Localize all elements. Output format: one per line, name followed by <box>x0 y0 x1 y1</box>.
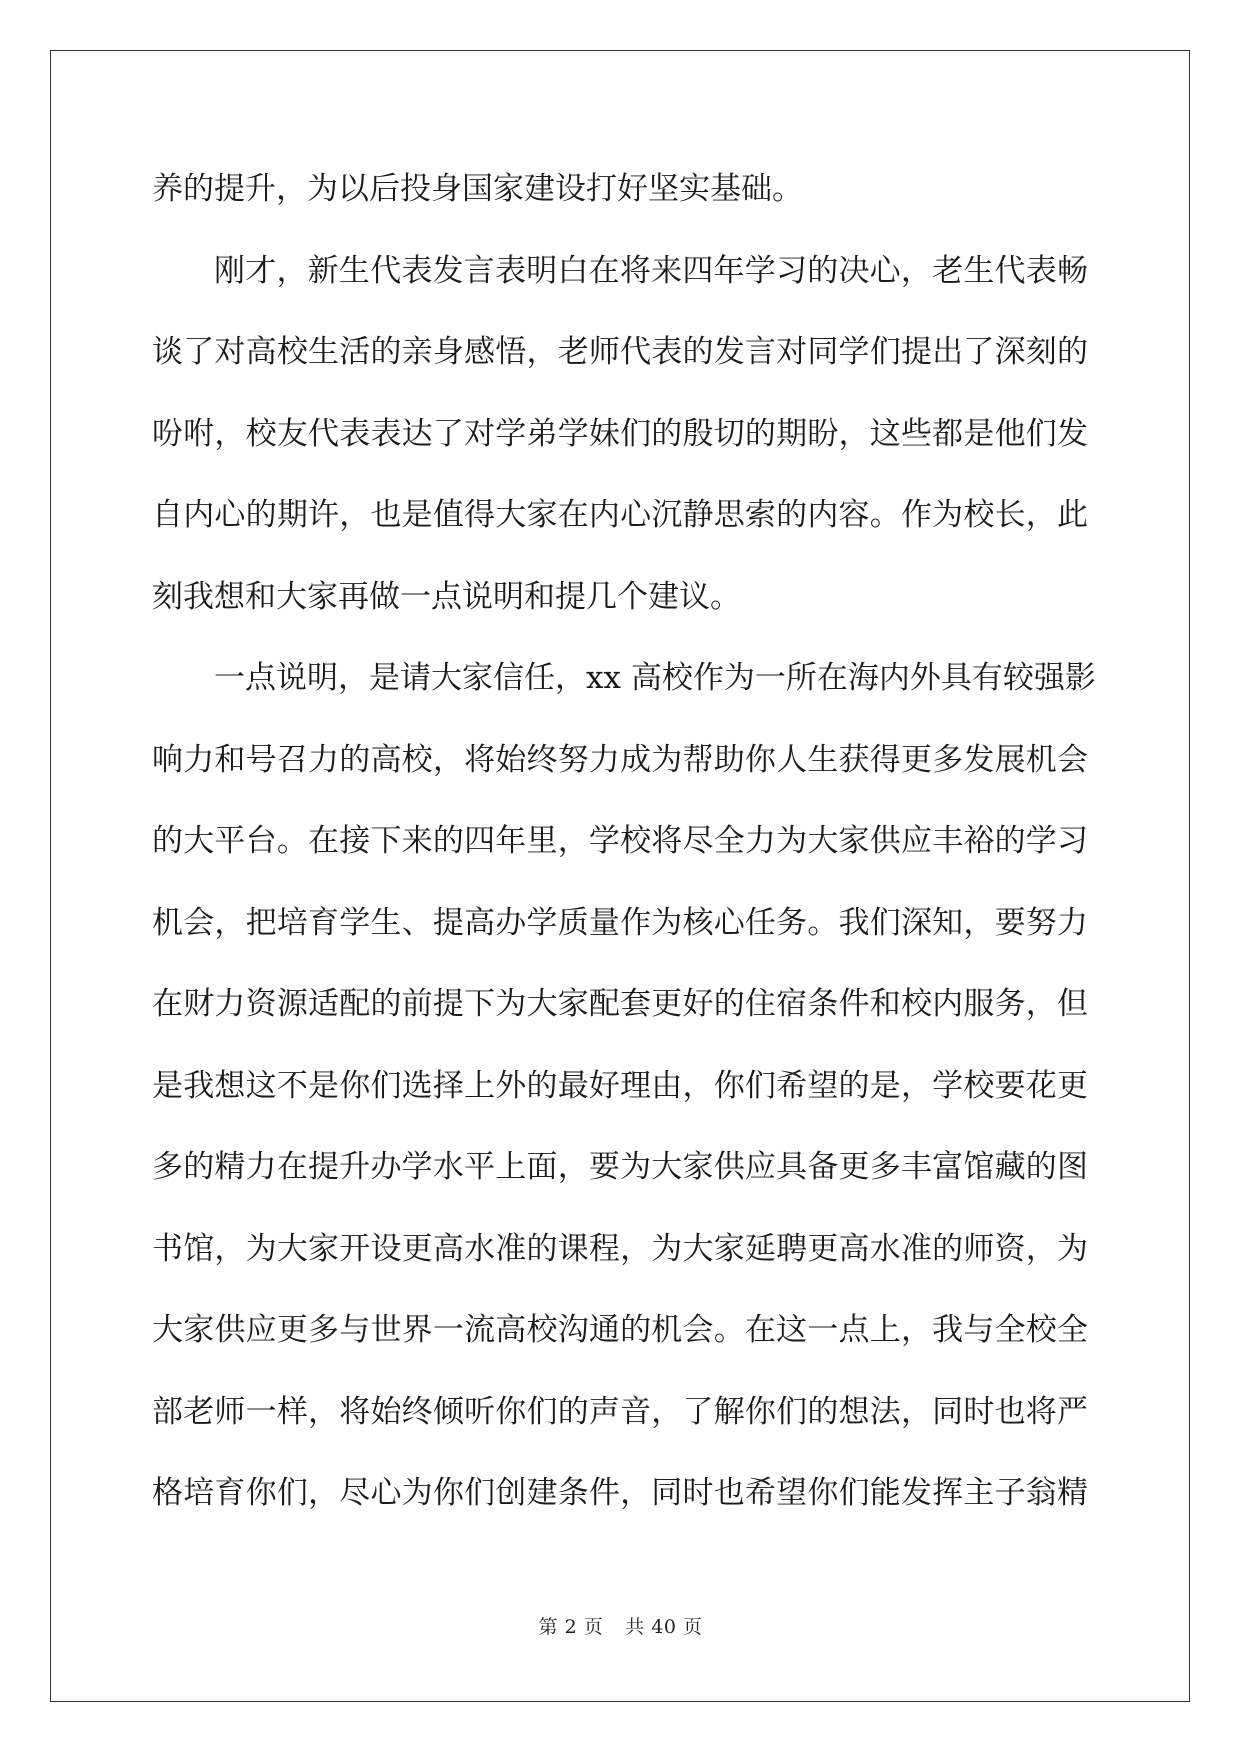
text-line: 一点说明，是请大家信任，xx 高校作为一所在海内外具有较强影 <box>214 660 1096 696</box>
text-line: 书馆，为大家开设更高水准的课程，为大家延聘更高水准的师资，为 <box>152 1230 1088 1267</box>
text-line: 部老师一样，将始终倾听你们的声音，了解你们的想法，同时也将严 <box>152 1393 1088 1430</box>
text-line: 响力和号召力的高校，将始终努力成为帮助你人生获得更多发展机会 <box>152 741 1088 778</box>
text-line: 养的提升，为以后投身国家建设打好坚实基础。 <box>152 171 803 207</box>
page-number: 第 2 页 <box>538 1616 604 1638</box>
text-line: 是我想这不是你们选择上外的最好理由，你们希望的是，学校要花更 <box>152 1067 1088 1104</box>
text-line: 多的精力在提升办学水平上面，要为大家供应具备更多丰富馆藏的图 <box>152 1149 1088 1185</box>
text-line: 谈了对高校生活的亲身感悟，老师代表的发言对同学们提出了深刻的 <box>152 334 1088 370</box>
body-text <box>152 160 1096 1546</box>
page-total: 共 40 页 <box>625 1616 703 1638</box>
text-line: 刚才，新生代表发言表明白在将来四年学习的决心，老生代表畅 <box>214 252 1088 289</box>
text-line: 自内心的期许，也是值得大家在内心沉静思索的内容。作为校长，此 <box>152 497 1088 533</box>
text-line: 的大平台。在接下来的四年里，学校将尽全力为大家供应丰裕的学习 <box>152 823 1088 859</box>
text-line: 在财力资源适配的前提下为大家配套更好的住宿条件和校内服务，但 <box>152 986 1088 1022</box>
page-footer <box>0 1612 1241 1639</box>
text-line: 机会，把培育学生、提高办学质量作为核心任务。我们深知，要努力 <box>152 904 1088 941</box>
text-line: 吩咐，校友代表表达了对学弟学妹们的殷切的期盼，这些都是他们发 <box>152 415 1088 452</box>
text-line: 大家供应更多与世界一流高校沟通的机会。在这一点上，我与全校全 <box>152 1312 1088 1348</box>
text-line: 刻我想和大家再做一点说明和提几个建议。 <box>152 578 741 615</box>
text-line: 格培育你们，尽心为你们创建条件，同时也希望你们能发挥主子翁精 <box>152 1475 1088 1511</box>
